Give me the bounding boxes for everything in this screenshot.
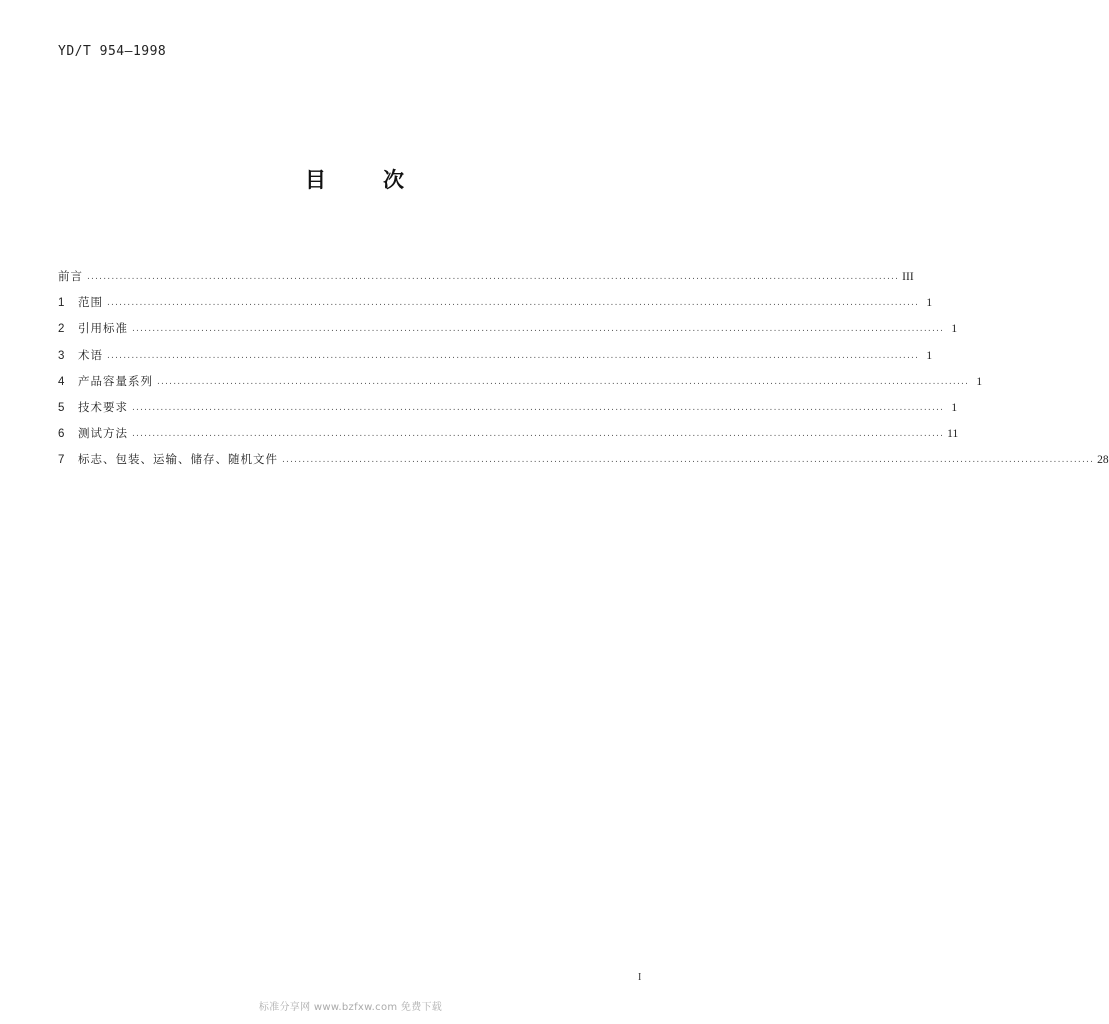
- toc-entry-terms[interactable]: [58, 347, 933, 373]
- toc-entry-page: 1: [951, 323, 958, 336]
- toc-entry-page: 1: [926, 349, 933, 362]
- dot-leader: ........................................................................................................................................................................................................: [132, 429, 945, 440]
- toc-entry-label: 术语: [78, 347, 103, 362]
- table-of-contents: [58, 268, 1109, 478]
- watermark: 标准分享网 www.bzfxw.com 免费下载: [258, 1002, 443, 1013]
- toc-entry-number: 2: [58, 323, 65, 336]
- title-char-1: 目: [305, 168, 326, 192]
- toc-entry-number: 3: [58, 349, 65, 362]
- document-code: YD/T 954—1998: [58, 44, 167, 59]
- toc-entry-number: 5: [58, 401, 65, 414]
- toc-entry-normative-references[interactable]: [58, 320, 958, 346]
- toc-entry-page: 1: [951, 401, 958, 414]
- toc-entry-capacity-series[interactable]: [58, 373, 983, 399]
- dot-leader: ........................................................................................................................................................................................................: [87, 272, 900, 282]
- toc-entry-label: 技术要求: [78, 399, 128, 414]
- toc-entry-number: 7: [58, 454, 65, 467]
- dot-leader: ........................................................................................................................................................................................................: [107, 350, 920, 361]
- dot-leader: ........................................................................................................................................................................................................: [282, 455, 1095, 466]
- dot-leader: ........................................................................................................................................................................................................: [132, 324, 945, 335]
- toc-entry-label: 引用标准: [78, 321, 128, 336]
- toc-entry-label: 标志、包装、运输、储存、随机文件: [78, 452, 278, 467]
- toc-entry-number: 6: [58, 428, 65, 441]
- toc-entry-page: 11: [947, 428, 959, 441]
- toc-entry-number: 4: [58, 375, 65, 388]
- toc-entry-test-methods[interactable]: [58, 425, 959, 451]
- dot-leader: ........................................................................................................................................................................................................: [107, 298, 920, 309]
- toc-entry-number: 1: [58, 297, 65, 310]
- toc-entry-page: 1: [976, 375, 983, 388]
- page-number: I: [638, 972, 642, 983]
- dot-leader: ........................................................................................................................................................................................................: [157, 376, 970, 387]
- toc-entry-scope[interactable]: [58, 294, 933, 320]
- toc-entry-page: III: [902, 271, 914, 283]
- toc-entry-label: 范围: [78, 295, 103, 310]
- toc-entry-foreword[interactable]: [58, 268, 914, 294]
- toc-entry-label: 产品容量系列: [78, 373, 153, 388]
- toc-entry-page: 28: [1097, 454, 1109, 467]
- title-char-2: 次: [383, 168, 404, 192]
- toc-entry-label: 前言: [58, 269, 83, 283]
- toc-entry-page: 1: [926, 297, 933, 310]
- toc-entry-technical-requirements[interactable]: [58, 399, 958, 425]
- toc-entry-marking-packaging[interactable]: [58, 451, 1109, 477]
- toc-entry-label: 测试方法: [78, 426, 128, 441]
- dot-leader: ........................................................................................................................................................................................................: [132, 402, 945, 413]
